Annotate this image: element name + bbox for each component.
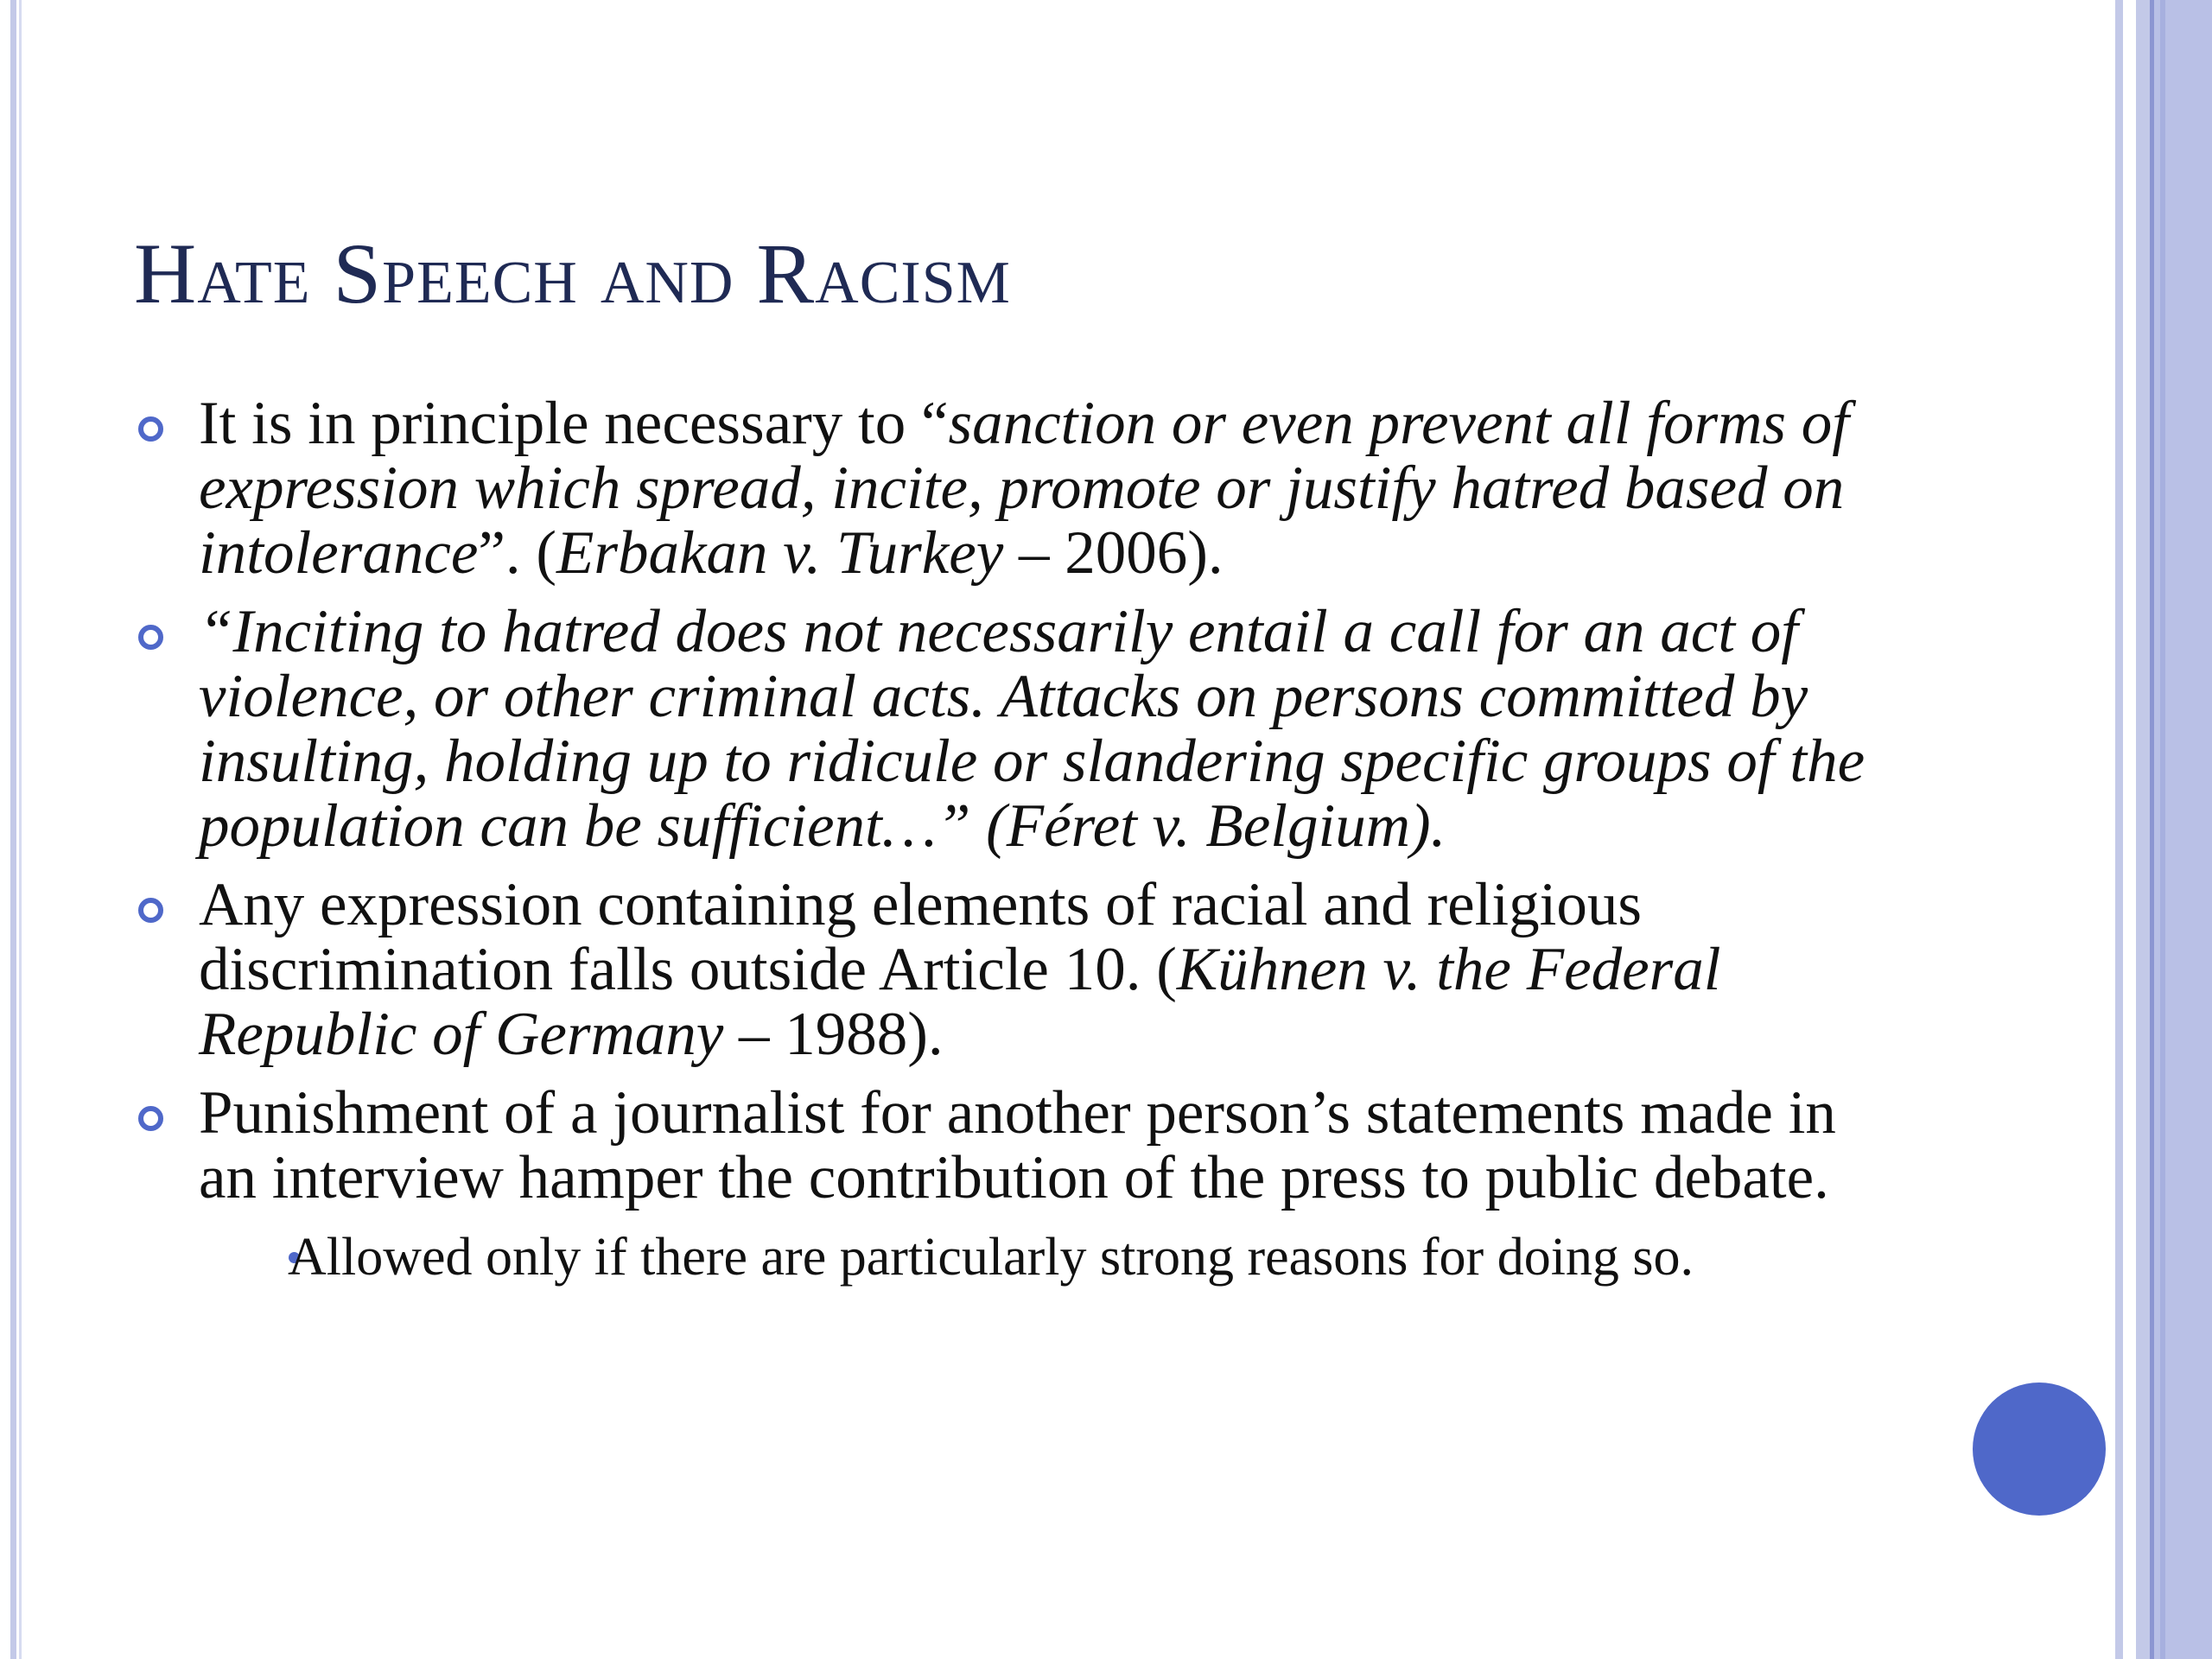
bullet-text: It is in principle necessary to “: [199, 390, 949, 457]
bullet-ring-icon: [138, 625, 163, 650]
bullet-journalist: [138, 1081, 1884, 1285]
case-name: Kühnen v. the Federal Republic of Germany: [199, 936, 1721, 1068]
sub-bullet-text: Allowed only if there are particularly strong reasons for doing so.: [288, 1228, 1694, 1287]
left-frame-line-inner: [19, 0, 22, 1659]
bullet-ring-icon: [138, 898, 163, 923]
bullet-text: Punishment of a journalist for another person’s statements made in an interview hamper the contribution of the press to public debate.: [199, 1079, 1836, 1211]
bullet-kuhnen: [138, 873, 1884, 1067]
bullet-quote: sanction or even prevent all forms of expression which spread, incite, promote or justify hatred based on intolerance: [199, 390, 1849, 587]
right-frame-stripe: [2136, 0, 2150, 1659]
bullet-text: ”. (: [478, 519, 557, 587]
bullet-text: Any expression containing elements of racial and religious discrimination falls outside Article 10. (: [199, 871, 1642, 1003]
bullet-erbakan: [138, 391, 1884, 586]
accent-circle: [1973, 1382, 2106, 1516]
sub-bullet-strong-reasons: [199, 1230, 1884, 1285]
bullet-text: – 2006).: [1003, 519, 1224, 587]
bullet-quote: “Inciting to hatred does not necessarily entail a call for an act of violence, or other criminal acts. Attacks on persons committed by insulting, holding up to ridicule or slandering specific groups of the population can be sufficient…” (Féret v. Belgium).: [199, 598, 1866, 860]
slide-title: Hate Speech and Racism: [134, 226, 1011, 321]
case-name: Erbakan v. Turkey: [556, 519, 1004, 587]
right-frame-band-inner: [2160, 0, 2165, 1659]
bullet-ring-icon: [138, 416, 163, 442]
bullet-list: [138, 391, 1884, 1299]
bullet-ring-icon: [138, 1106, 163, 1131]
left-frame-line: [10, 0, 16, 1659]
sub-bullet-list: [199, 1230, 1884, 1285]
right-frame-line: [2115, 0, 2123, 1659]
bullet-text: – 1988).: [723, 1001, 944, 1068]
bullet-feret: [138, 600, 1884, 859]
